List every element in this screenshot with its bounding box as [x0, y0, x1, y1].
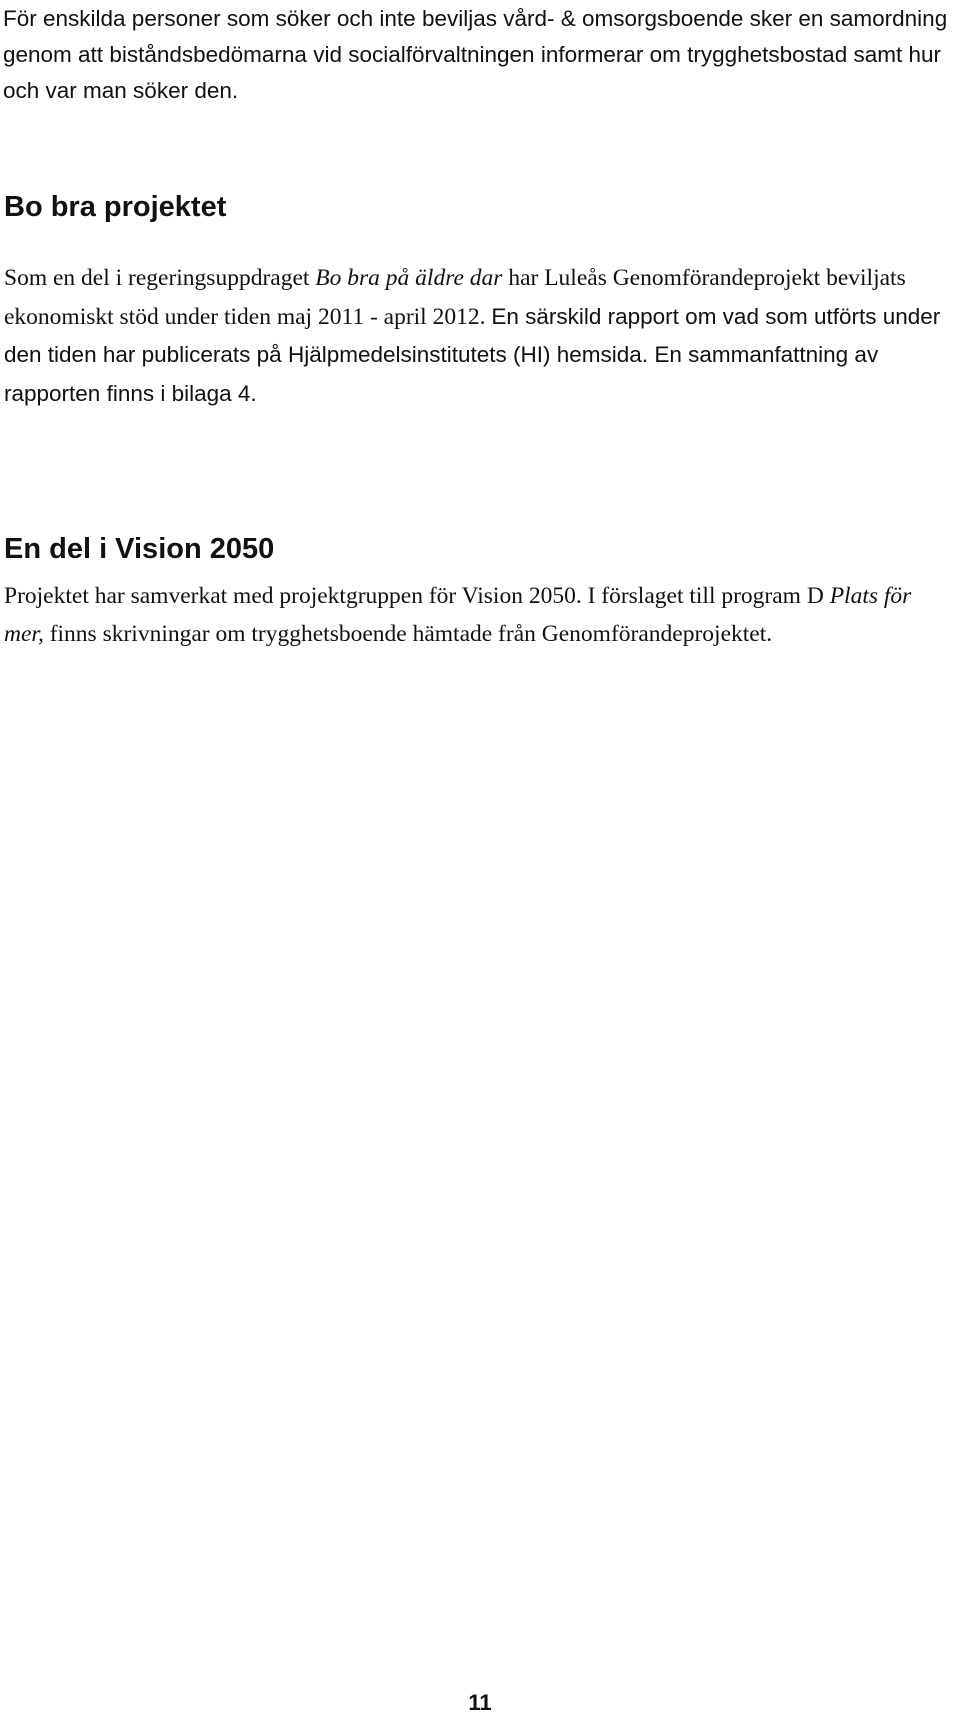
- section-paragraph-bo-bra: [4, 260, 956, 413]
- paragraph-text: har Luleås Genomförandeprojekt beviljats ekonomiskt stöd under tiden maj 2011 - april 2012.: [4, 265, 906, 330]
- paragraph-text: finns skrivningar om trygghetsboende hämtade från Genomförandeprojektet.: [43, 620, 773, 647]
- page-number: 11: [468, 1690, 492, 1715]
- italic-title: Plats för mer,: [4, 583, 912, 647]
- paragraph-text: Projektet har samverkat med projektgruppen för Vision 2050. I förslaget till program D: [4, 583, 830, 609]
- italic-title: Bo bra på äldre dar: [315, 265, 503, 291]
- paragraph-text: En särskild rapport om vad som utförts under den tiden har publicerats på Hjälpmedelsinstitutets (HI) hemsida. En sammanfattning av rapporten finns i bilaga 4.: [4, 303, 941, 406]
- section-heading-vision-2050: En del i Vision 2050: [4, 533, 275, 565]
- section-heading-bo-bra: Bo bra projektet: [4, 191, 227, 223]
- paragraph-text: Som en del i regeringsuppdraget: [4, 265, 316, 291]
- intro-paragraph: För enskilda personer som söker och inte beviljas vård- & omsorgsboende sker en samordning genom att biståndsbedömarna vid socialförvaltningen informerar om trygghetsbostad samt hur och var man söker den.: [3, 6, 948, 103]
- section-paragraph-vision-2050: [4, 578, 956, 653]
